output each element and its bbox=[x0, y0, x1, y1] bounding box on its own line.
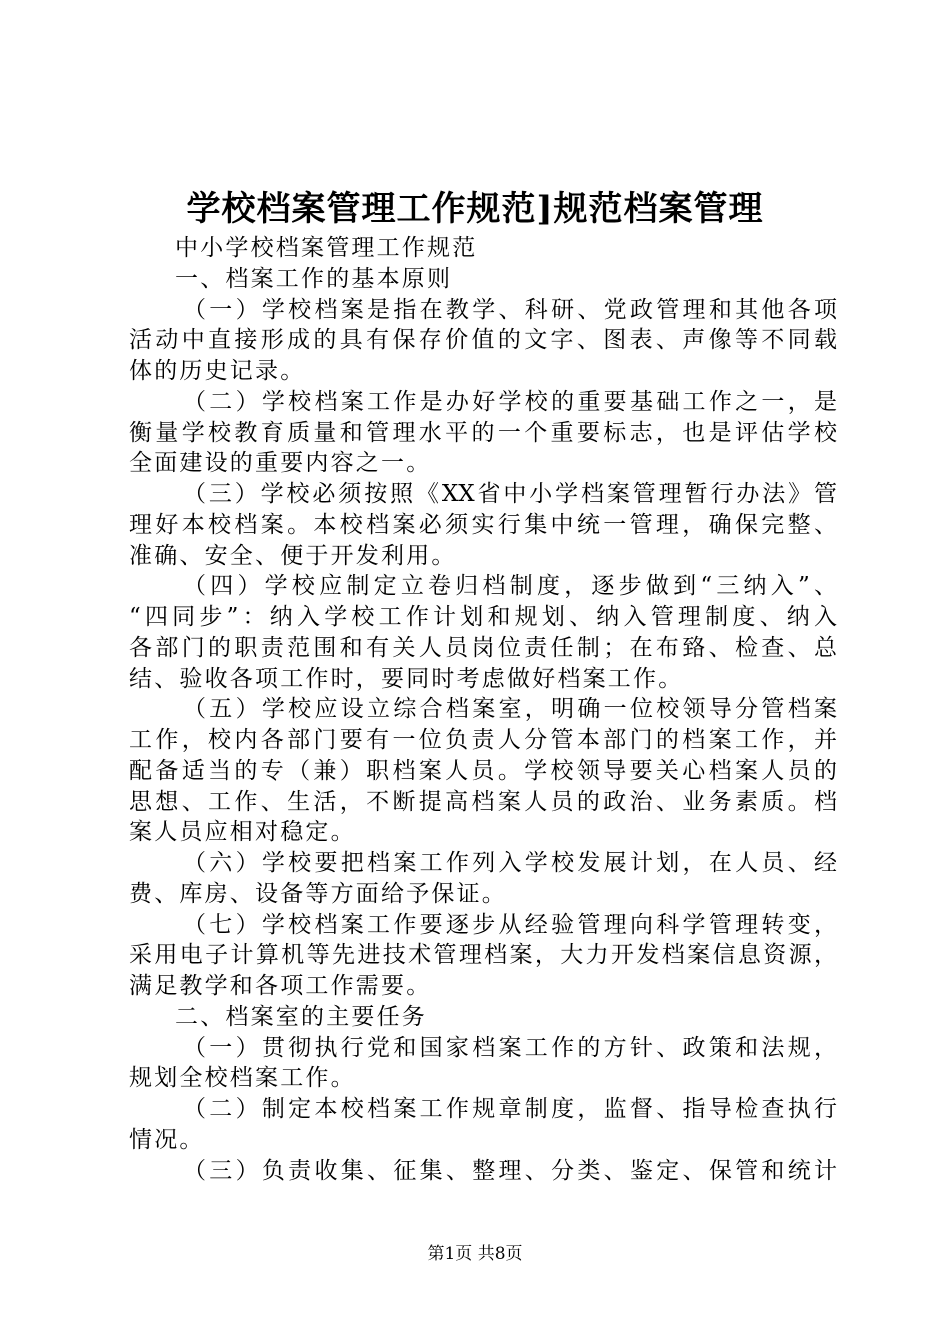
text-line: 情况。 bbox=[129, 1126, 205, 1153]
section-heading: 一、档案工作的基本原则 bbox=[175, 265, 453, 292]
text-line: 思想、工作、生活，不断提高档案人员的政治、业务素质。档 bbox=[129, 788, 837, 815]
text-line: （六）学校要把档案工作列入学校发展计划，在人员、经 bbox=[183, 850, 837, 876]
text-line: 衡量学校教育质量和管理水平的一个重要标志，也是评估学校 bbox=[129, 419, 837, 446]
text-line: 准确、安全、便于开发利用。 bbox=[129, 542, 457, 569]
text-line: （二）制定本校档案工作规章制度，监督、指导检查执行 bbox=[183, 1096, 837, 1122]
text-line: （七）学校档案工作要逐步从经验管理向科学管理转变， bbox=[183, 911, 837, 938]
text-line: （二）学校档案工作是办好学校的重要基础工作之一，是 bbox=[183, 388, 837, 415]
text-line: （三）学校必须按照《XX省中小学档案管理暂行办法》管 bbox=[183, 481, 837, 507]
text-line: 配备适当的专（兼）职档案人员。学校领导要关心档案人员的 bbox=[129, 757, 837, 784]
text-line: 活动中直接形成的具有保存价值的文字、图表、声像等不同载 bbox=[129, 327, 837, 354]
text-line: 理好本校档案。本校档案必须实行集中统一管理，确保完整、 bbox=[129, 511, 837, 538]
text-line: 满足教学和各项工作需要。 bbox=[129, 973, 432, 999]
text-line: 结、验收各项工作时，要同时考虑做好档案工作。 bbox=[129, 665, 684, 692]
text-line: 各部门的职责范围和有关人员岗位责任制；在布臵、检查、总 bbox=[129, 634, 837, 661]
text-line: （三）负责收集、征集、整理、分类、鉴定、保管和统计 bbox=[183, 1157, 837, 1184]
text-line: （四）学校应制定立卷归档制度，逐步做到“三纳入”、 bbox=[183, 573, 837, 600]
text-line: （一）贯彻执行党和国家档案工作的方针、政策和法规， bbox=[183, 1034, 837, 1061]
text-line: （五）学校应设立综合档案室，明确一位校领导分管档案 bbox=[183, 696, 837, 723]
text-line: 费、库房、设备等方面给予保证。 bbox=[129, 880, 507, 907]
text-line: “四同步”：纳入学校工作计划和规划、纳入管理制度、纳入 bbox=[129, 604, 837, 630]
text-line: 采用电子计算机等先进技术管理档案，大力开发档案信息资源， bbox=[129, 942, 837, 969]
text-line: 全面建设的重要内容之一。 bbox=[129, 450, 432, 477]
section-heading: 二、档案室的主要任务 bbox=[175, 1003, 427, 1030]
text-line: （一）学校档案是指在教学、科研、党政管理和其他各项 bbox=[183, 296, 837, 323]
text-line: 案人员应相对稳定。 bbox=[129, 819, 356, 846]
document-title: 学校档案管理工作规范]规范档案管理 bbox=[186, 189, 764, 229]
text-line: 中小学校档案管理工作规范 bbox=[175, 235, 478, 261]
page-number: 第1页 共8页 bbox=[427, 1244, 523, 1264]
text-line: 规划全校档案工作。 bbox=[129, 1065, 356, 1092]
text-line: 体的历史记录。 bbox=[129, 358, 306, 384]
document-body bbox=[129, 233, 837, 1186]
text-line: 工作，校内各部门要有一位负责人分管本部门的档案工作，并 bbox=[129, 727, 837, 753]
